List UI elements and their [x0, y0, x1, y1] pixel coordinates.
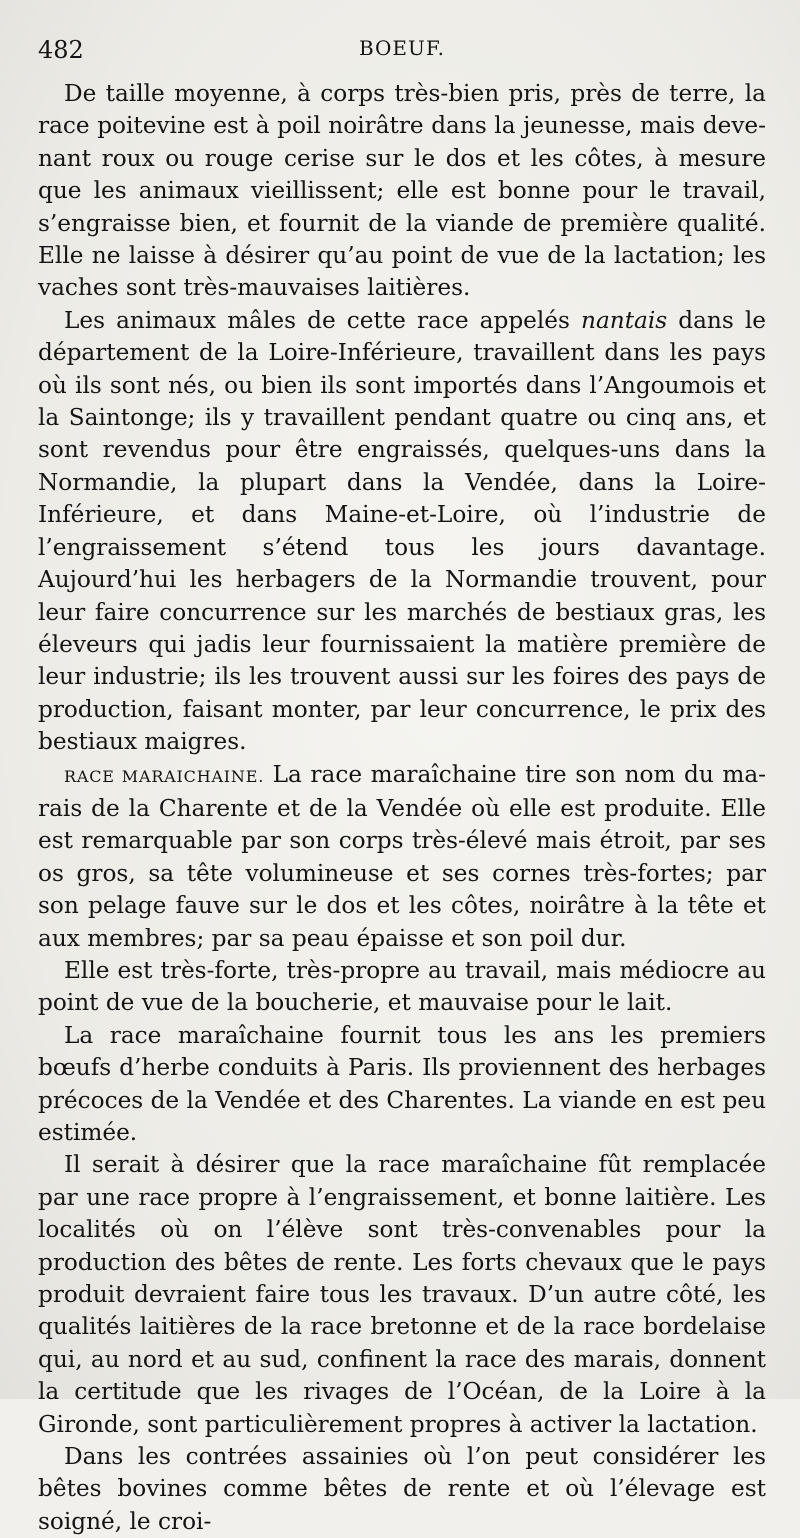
- paragraph-7: [38, 1441, 766, 1538]
- body-text: [38, 78, 766, 1538]
- paragraph-1: [38, 78, 766, 305]
- paragraph-text: La race maraîchaine tire son nom du marais de la Charente et de la Vendée où elle est produite. Elle est remarquable par son corps très-élevé mais étroit, par ses os gros, sa tête volumineuse et ses cornes très-fortes; par son pelage fauve sur le dos et les côtes, noirâtre à la tête et aux membres; par sa peau épaisse et son poil dur.: [38, 760, 766, 952]
- paragraph-text: Elle est très-forte, très-propre au travail, mais médiocre au point de vue de la boucherie, et mauvaise pour le lait.: [38, 956, 766, 1017]
- page-number: 482: [38, 36, 84, 64]
- paragraph-text: Dans les contrées assainies où l’on peut considérer les bêtes bovines comme bêtes de rente et où l’élevage est soigné, le croi-: [38, 1443, 766, 1535]
- paragraph-text: La race maraîchaine fournit tous les ans les premiers bœufs d’herbe conduits à Paris. Ils proviennent des herbages précoces de la Vendée et des Charentes. La viande en est peu estimée.: [38, 1021, 766, 1146]
- paragraph-text: Il serait à désirer que la race maraîchaine fût remplacée par une race propre à l’engraissement, et bonne laitière. Les localités où on l’élève sont très-convenables pour la production des bêtes de rente. Les forts chevaux que le pays produit devraient faire tous les travaux. D’un autre côté, les qualités laitières de la race bretonne et de la race bordelaise qui, au nord et au sud, confinent la race des marais, donnent la certitude que les rivages de l’Océan, de la Loire à la Gironde, sont particulièrement propres à activer la lactation.: [38, 1151, 766, 1438]
- italic-term-nantais: nantais: [581, 306, 668, 334]
- paragraph-3: [38, 759, 766, 955]
- paragraph-text: Les animaux mâles de cette race appelés: [64, 306, 582, 334]
- section-heading-race-maraichaine: RACE MARAICHAINE.: [64, 766, 265, 786]
- paragraph-4: [38, 955, 766, 1020]
- paragraph-2: [38, 305, 766, 759]
- paragraph-5: [38, 1020, 766, 1150]
- running-head: BOEUF.: [358, 36, 446, 60]
- paragraph-6: [38, 1149, 766, 1441]
- page-header: [38, 30, 766, 78]
- paragraph-text: dans le département de la Loire-Inférieure, travaillent dans les pays où ils sont nés, ou bien ils sont importés dans l’Angoumois et la Saintonge; ils y travaillent pendant quatre ou cinq ans, et sont revendus pour être engraissés, quelques-uns dans la Normandie, la plupart dans la Vendée, dans la Loire-Inférieure, et dans Maine-et-Loire, où l’industrie de l’engraissement s’étend tous les jours davantage. Aujourd’hui les herbagers de la Normandie trouvent, pour leur faire concurrence sur les marchés de bestiaux gras, les éleveurs qui jadis leur fournissaient la matière première de leur industrie; ils les trouvent aussi sur les foires des pays de production, faisant monter, par leur concurrence, le prix des bestiaux maigres.: [38, 306, 766, 756]
- paragraph-text: De taille moyenne, à corps très-bien pris, près de terre, la race poitevine est à poil noirâtre dans la jeunesse, mais devenant roux ou rouge cerise sur le dos et les côtes, à mesure que les animaux vieillissent; elle est bonne pour le travail, s’engraisse bien, et fournit de la viande de première qualité. Elle ne laisse à désirer qu’au point de vue de la lactation; les vaches sont très-mauvaises laitières.: [38, 80, 766, 302]
